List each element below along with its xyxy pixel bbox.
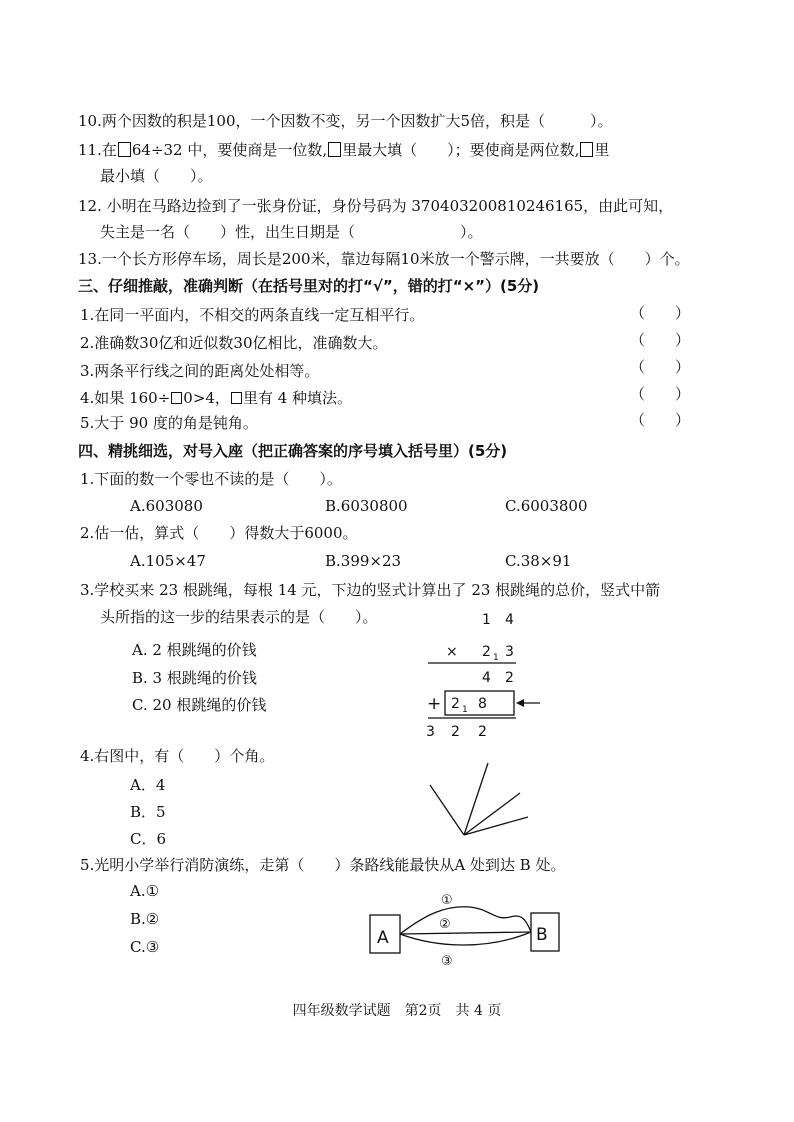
choice-q4-stem: 4.右图中，有（ ）个角。: [80, 747, 275, 765]
arrow-head-icon: [516, 699, 524, 707]
judge-item-1: 1.在同一平面内，不相交的两条直线一定互相平行。: [80, 306, 425, 324]
choice-q4-option-c[interactable]: C．6: [130, 830, 167, 848]
blank-box: [118, 142, 131, 157]
judge-blank-3[interactable]: （ ）: [630, 358, 691, 376]
angles-figure: [420, 755, 530, 845]
question-12: 12. 小明在马路边捡到了一张身份证，身份号码为 370403200810246165，由此可知，: [78, 197, 674, 215]
choice-q4-option-a[interactable]: A．4: [130, 776, 166, 794]
q11-pre: 11.在: [78, 141, 117, 159]
judge4-post: 0>4，: [183, 389, 230, 407]
calc-r3-d1: 4: [482, 670, 491, 686]
page-footer: 四年级数学试题 第2页 共 4 页: [292, 1003, 502, 1019]
judge-item-3: 3.两条平行线之间的距离处处相等。: [80, 362, 320, 380]
location-b-label: B: [536, 925, 548, 945]
choice-q5-option-b[interactable]: B.②: [130, 910, 160, 928]
calc-r5-d3: 2: [478, 724, 487, 740]
ray-2: [464, 763, 488, 835]
judge4-pre: 4.如果 160÷: [80, 389, 171, 407]
choice-q1-option-b[interactable]: B.6030800: [325, 497, 408, 515]
blank-box: [328, 142, 341, 157]
judge-item-2: 2.准确数30亿和近似数30亿相比，准确数大。: [80, 334, 388, 352]
judge-blank-5[interactable]: （ ）: [630, 411, 691, 429]
question-12-cont: 失主是一名（ ）性，出生日期是（ ）。: [100, 223, 483, 241]
route-3-label: ③: [441, 954, 453, 969]
choice-q2-option-a[interactable]: A.105×47: [130, 552, 206, 570]
blank-box: [580, 142, 593, 157]
vertical-multiplication: [420, 605, 545, 740]
choice-q3-option-c[interactable]: C. 20 根跳绳的价钱: [132, 696, 267, 714]
judge-blank-2[interactable]: （ ）: [630, 331, 691, 349]
calc-r1-d1: 1: [482, 612, 491, 628]
choice-q3-stem-line1: 3.学校买来 23 根跳绳，每根 14 元，下边的竖式计算出了 23 根跳绳的总价，竖式中箭: [80, 581, 661, 599]
choice-q5-stem: 5.光明小学举行消防演练，走第（ ）条路线能最快从A 处到达 B 处。: [80, 856, 566, 874]
choice-q2-option-b[interactable]: B.399×23: [325, 552, 402, 570]
judge-blank-4[interactable]: （ ）: [630, 385, 691, 403]
calc-r2-d2: 3: [505, 644, 514, 660]
choice-q2-stem: 2.估一估，算式（ ）得数大于6000。: [80, 524, 358, 542]
choice-q1-option-c[interactable]: C.6003800: [505, 497, 588, 515]
judge-item-4: [80, 388, 352, 408]
calc-times-sign: ×: [446, 644, 458, 660]
question-13: 13.一个长方形停车场，周长是200米，靠边每隔10米放一个警示牌，一共要放（ ）个。: [78, 250, 690, 268]
route-1-label: ①: [441, 893, 453, 908]
judge-item-5: 5.大于 90 度的角是钝角。: [80, 414, 258, 432]
section3-heading: 三、仔细推敲，准确判断（在括号里对的打“√”，错的打“×”）(5分): [78, 277, 540, 295]
calc-r1-d2: 4: [505, 612, 514, 628]
choice-q2-option-c[interactable]: C.38×91: [505, 552, 572, 570]
calc-r5-d2: 2: [451, 724, 460, 740]
question-11-cont: 最小填（ ）。: [100, 167, 213, 185]
q11-mid: 64÷32 中，要使商是一位数,: [131, 141, 328, 159]
choice-q3-stem-line2: 头所指的这一步的结果表示的是（ ）。: [100, 608, 378, 626]
q11-tail: 里: [594, 141, 610, 159]
calc-r4-d2: 8: [478, 696, 487, 712]
calc-r3-d2: 2: [505, 670, 514, 686]
blank-box: [231, 392, 242, 404]
choice-q1-option-a[interactable]: A.603080: [130, 497, 203, 515]
blank-box: [171, 392, 182, 404]
ray-4: [464, 817, 528, 835]
calc-r2-d1: 2: [482, 644, 491, 660]
judge4-post2: 里有 4 种填法。: [242, 389, 353, 407]
route-1: [400, 907, 531, 934]
calc-plus-sign: +: [427, 694, 442, 714]
route-diagram: [365, 885, 565, 975]
judge-blank-1[interactable]: （ ）: [630, 304, 691, 322]
choice-q3-option-b[interactable]: B. 3 根跳绳的价钱: [132, 669, 257, 687]
ray-3: [464, 793, 520, 835]
section4-heading: 四、精挑细选，对号入座（把正确答案的序号填入括号里）(5分): [78, 442, 508, 460]
choice-q1-stem: 1.下面的数一个零也不读的是（ ）。: [80, 470, 342, 488]
route-2: [400, 932, 531, 934]
calc-r4-d1: 2: [451, 696, 460, 712]
ray-1: [430, 785, 464, 835]
question-10: 10.两个因数的积是100，一个因数不变，另一个因数扩大5倍，积是（ ）。: [78, 112, 613, 130]
q11-post: 里最大填（ ）；要使商是两位数,: [342, 141, 580, 159]
question-11: [78, 140, 609, 160]
route-2-label: ②: [439, 917, 451, 932]
calc-r5-d1: 3: [426, 724, 435, 740]
calc-r2-carry: 1: [493, 653, 499, 663]
choice-q3-option-a[interactable]: A. 2 根跳绳的价钱: [132, 641, 257, 659]
calc-r4-carry: 1: [462, 705, 468, 715]
location-a-label: A: [377, 928, 389, 948]
choice-q5-option-c[interactable]: C.③: [130, 938, 160, 956]
choice-q5-option-a[interactable]: A.①: [130, 882, 160, 900]
choice-q4-option-b[interactable]: B．5: [130, 803, 166, 821]
